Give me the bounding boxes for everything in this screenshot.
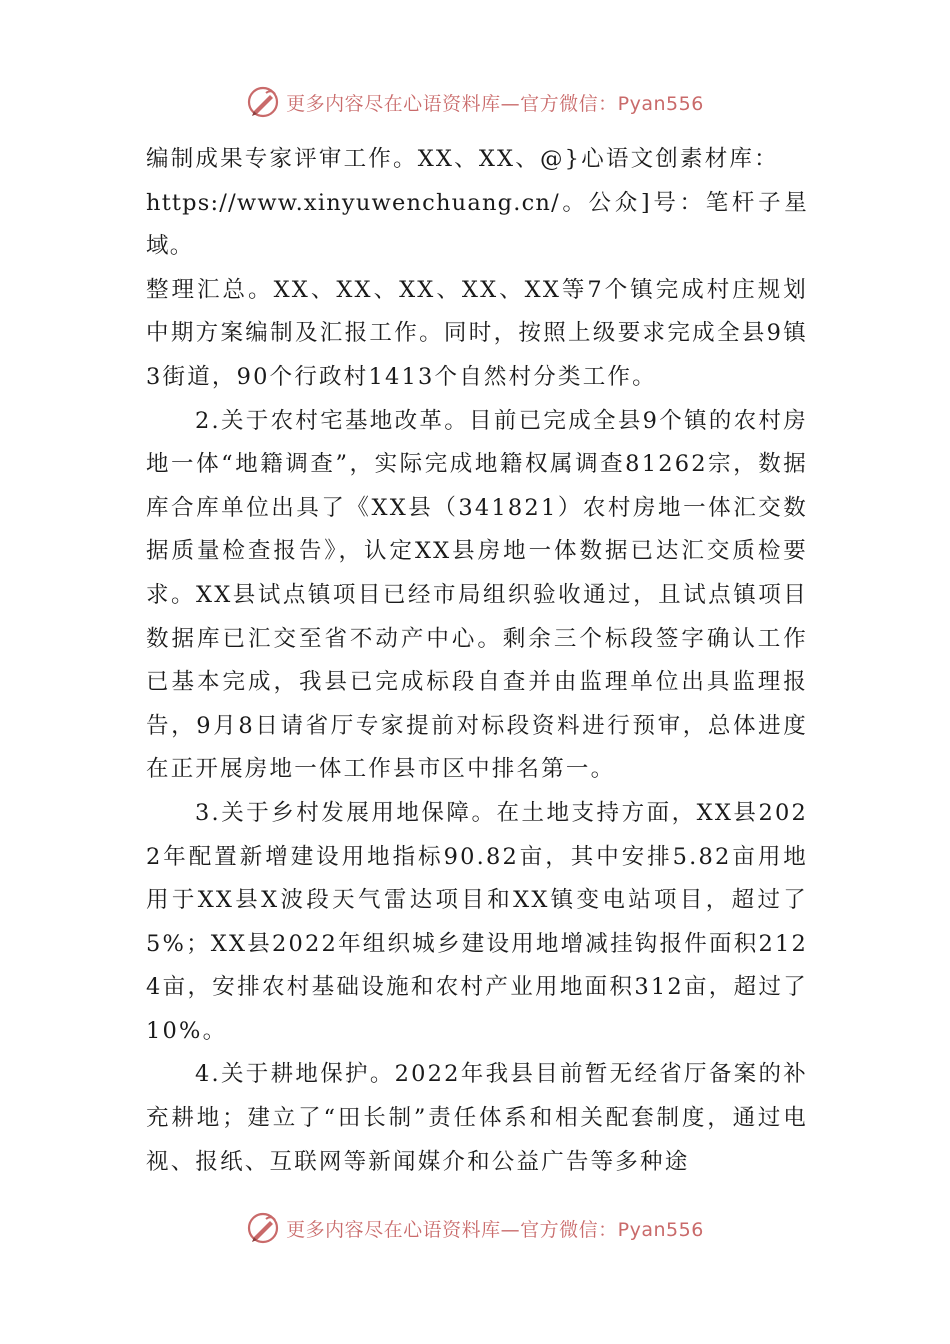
footer-watermark-text: 更多内容尽在心语资料库—官方微信：Pyan556	[286, 1218, 704, 1241]
paragraph-farmland-protection: 4.关于耕地保护。2022年我县目前暂无经省厅备案的补充耕地；建立了“田长制”责任体系和相关配套制度，通过电视、报纸、互联网等新闻媒介和公益广告等多种途	[146, 1061, 808, 1175]
footer-watermark	[0, 1208, 950, 1248]
header-watermark-text: 更多内容尽在心语资料库—官方微信：Pyan556	[286, 92, 704, 115]
pen-logo-icon	[246, 85, 280, 119]
paragraph-homestead-reform: 2.关于农村宅基地改革。目前已完成全县9个镇的农村房地一体“地籍调查”，实际完成地籍权属调查81262宗，数据库合库单位出具了《XX县（341821）农村房地一体汇交数据质量检查报告》，认定XX县房地一体数据已达汇交质检要求。XX县试点镇项目已经市局组织验收通过，且试点镇项目数据库已汇交至省不动产中心。剩余三个标段签字确认工作已基本完成，我县已完成标段自查并由监理单位出具监理报告，9月8日请省厅专家提前对标段资料进行预审，总体进度在正开展房地一体工作县市区中排名第一。	[146, 407, 808, 783]
document-body	[146, 138, 808, 1184]
body-line-1: 编制成果专家评审工作。XX、XX、@}心语文创素材库：	[146, 146, 779, 172]
pen-logo-icon	[246, 1211, 280, 1245]
body-line-url: https://www.xinyuwenchuang.cn/。公众]号：笔杆子星域。	[146, 189, 808, 260]
paragraph-land-guarantee: 3.关于乡村发展用地保障。在土地支持方面，XX县2022年配置新增建设用地指标90.82亩，其中安排5.82亩用地用于XX县X波段天气雷达项目和XX镇变电站项目，超过了5%；XX县2022年组织城乡建设用地增减挂钩报件面积2124亩，安排农村基础设施和农村产业用地面积312亩，超过了10%。	[146, 799, 808, 1044]
body-paragraph-summary: 整理汇总。XX、XX、XX、XX、XX等7个镇完成村庄规划中期方案编制及汇报工作。同时，按照上级要求完成全县9镇3街道，90个行政村1413个自然村分类工作。	[146, 276, 808, 390]
header-watermark	[0, 82, 950, 122]
